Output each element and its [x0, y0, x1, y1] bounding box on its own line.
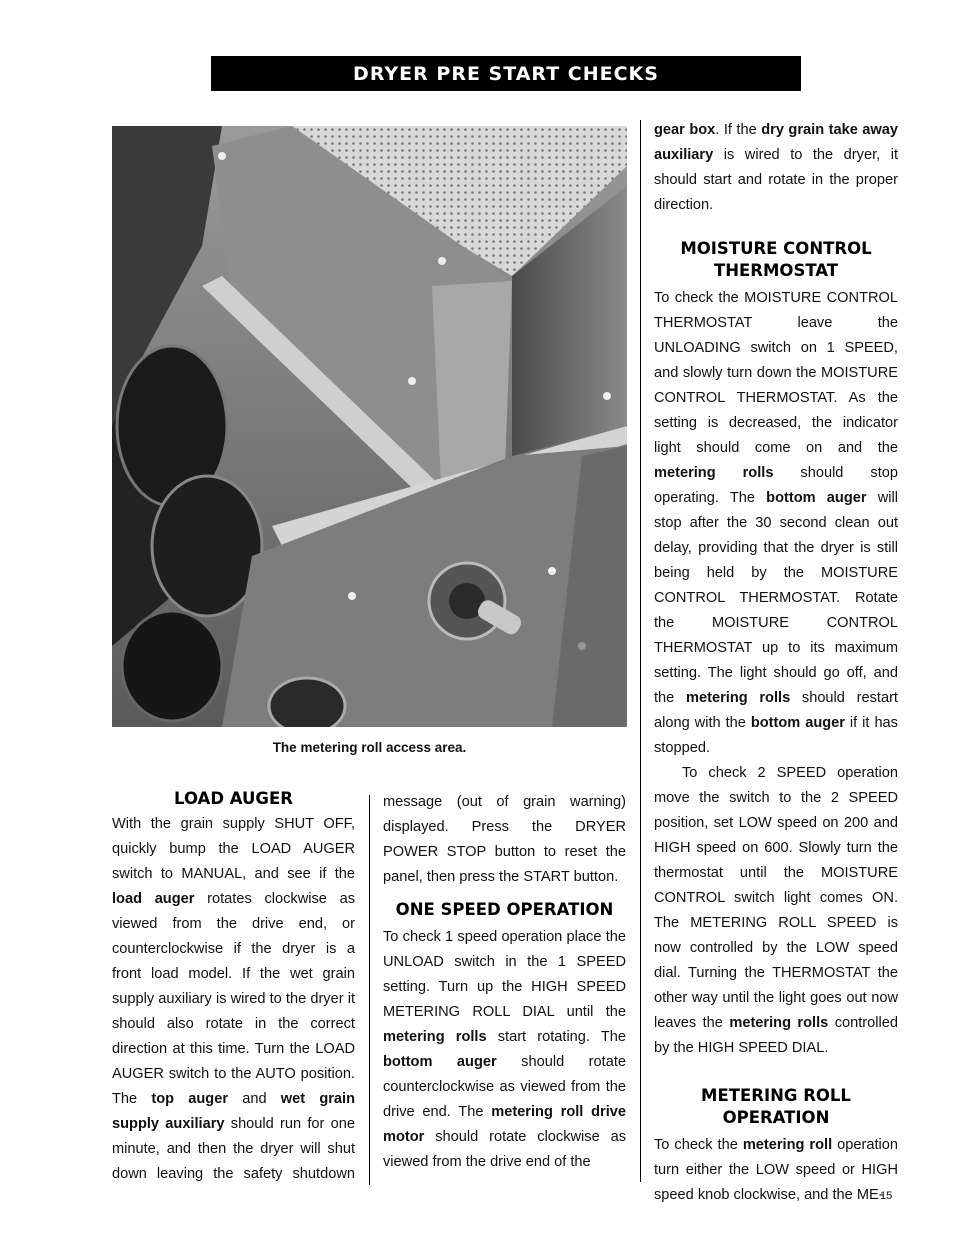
load-auger-paragraph-continued: message (out of grain warning) displayed. Press the DRYER POWER STOP button to reset the panel, then press the START button. [383, 794, 626, 885]
page-title: DRYER PRE START CHECKS [353, 62, 659, 85]
one-speed-heading: ONE SPEED OPERATION [395, 900, 614, 919]
one-speed-paragraph: To check 1 speed operation place the UNLOAD switch in the 1 SPEED setting. Turn up the HIGH SPEED METERING ROLL DIAL until the metering rolls start rotating. The bottom auger should rotate counterclockwise as viewed from the drive end. The metering roll drive motor should rotate clockwise as viewed from the drive end of the [383, 929, 626, 1170]
metering-roll-photo [112, 126, 627, 727]
column-2 [383, 788, 626, 1175]
column-1 [112, 788, 355, 1185]
column-divider-2 [640, 120, 641, 1182]
moisture-heading: MOISTURE CONTROL THERMOSTAT [680, 239, 872, 280]
moisture-paragraph: To check the MOISTURE CONTROL THERMOSTAT leave the UNLOADING switch on 1 SPEED, and slowly turn down the MOISTURE CONTROL THERMOSTAT. As the setting is decreased, the indicator light should come on and the metering rolls should stop operating. The bottom auger will stop after the 30 second clean out delay, providing that the dryer is still being held by the MOISTURE CONTROL THERMOSTAT. Rotate the MOISTURE CONTROL THERMOSTAT up to its maximum setting. The light should go off, and the metering rolls should restart along with the bottom auger if it has stopped. [654, 290, 898, 756]
metering-roll-heading: METERING ROLL OPERATION [701, 1086, 851, 1127]
load-auger-continuation-spacer [383, 788, 626, 889]
one-speed-continuation: gear box. If the dry grain take away auxiliary is wired to the dryer, it should start and rotate in the proper direction. [654, 122, 899, 213]
photo-caption: The metering roll access area. [272, 740, 467, 755]
load-auger-paragraph: With the grain supply SHUT OFF, quickly bump the LOAD AUGER switch to MANUAL, and see if the load auger rotates clockwise as viewed from the drive end, or counterclockwise if the dryer is a front load model. If the wet grain supply auxiliary is wired to the dryer it should also rotate in the correct direction at this time. Turn the LOAD AUGER switch to the AUTO position. The top auger and wet grain supply auxiliary should run for one minute, and then the dryer will shut down leaving the safety shutdown [112, 816, 355, 1182]
two-speed-paragraph: To check 2 SPEED operation move the switch to the 2 SPEED position, set LOW speed on 200 and HIGH speed on 600. Slowly turn the thermostat until the MOISTURE CONTROL switch light comes ON. The METERING ROLL SPEED is now controlled by the LOW speed dial. Turning the THERMOSTAT the other way until the light goes out now leaves the metering rolls controlled by the HIGH SPEED DIAL. [654, 765, 898, 1056]
page-number: 15 [880, 1190, 893, 1202]
column-3 [654, 118, 898, 1208]
page-title-banner [211, 56, 801, 91]
column-divider-1 [369, 795, 370, 1185]
metering-roll-paragraph: To check the metering roll operation turn either the LOW speed or HIGH speed knob clockwise, and the ME- [654, 1137, 898, 1203]
load-auger-heading: LOAD AUGER [174, 789, 293, 808]
